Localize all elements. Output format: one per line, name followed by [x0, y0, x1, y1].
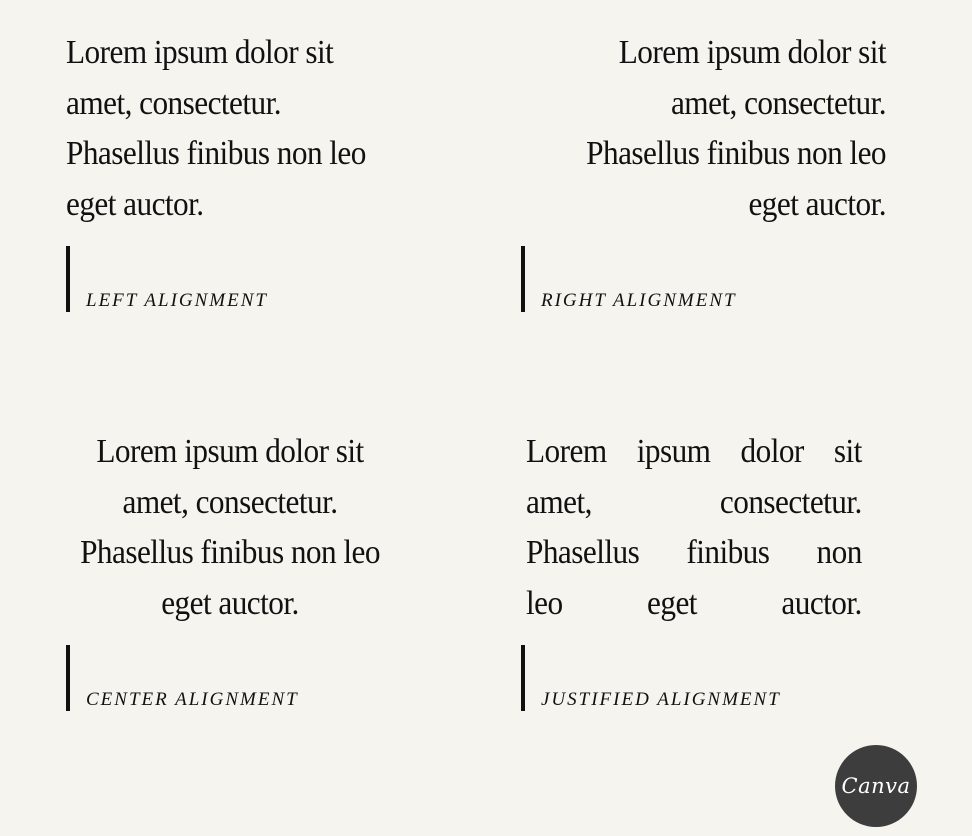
canva-logo — [835, 745, 917, 827]
right-alignment-caption — [521, 246, 737, 312]
right-alignment-label: RIGHT ALIGNMENT — [541, 290, 737, 311]
left-aligned-sample-text: Lorem ipsum dolor sit amet, consectetur. Phasellus finibus non leo eget auctor. — [66, 34, 366, 223]
justified-alignment-caption — [521, 645, 781, 711]
caption-bar — [66, 645, 70, 711]
justified-line: Lorem ipsum dolor sit — [526, 433, 862, 470]
center-alignment-caption — [66, 645, 299, 711]
center-aligned-sample-text: Lorem ipsum dolor sit amet, consectetur. Phasellus finibus non leo eget auctor. — [80, 433, 380, 622]
right-aligned-sample-text: Lorem ipsum dolor sit amet, consectetur. Phasellus finibus non leo eget auctor. — [586, 34, 886, 223]
canva-logo-text: Canva — [841, 774, 911, 798]
caption-bar — [521, 645, 525, 711]
justified-line: leo eget auctor. — [526, 584, 862, 622]
justified-sample-text — [526, 427, 862, 629]
left-alignment-caption — [66, 246, 268, 312]
justified-alignment-label: JUSTIFIED ALIGNMENT — [541, 689, 781, 710]
justified-line: Phasellus finibus non — [526, 534, 862, 571]
caption-bar — [66, 246, 70, 312]
center-alignment-label: CENTER ALIGNMENT — [86, 689, 299, 710]
justified-line: amet, consectetur. — [526, 483, 862, 521]
caption-bar — [521, 246, 525, 312]
left-alignment-label: LEFT ALIGNMENT — [86, 290, 268, 311]
